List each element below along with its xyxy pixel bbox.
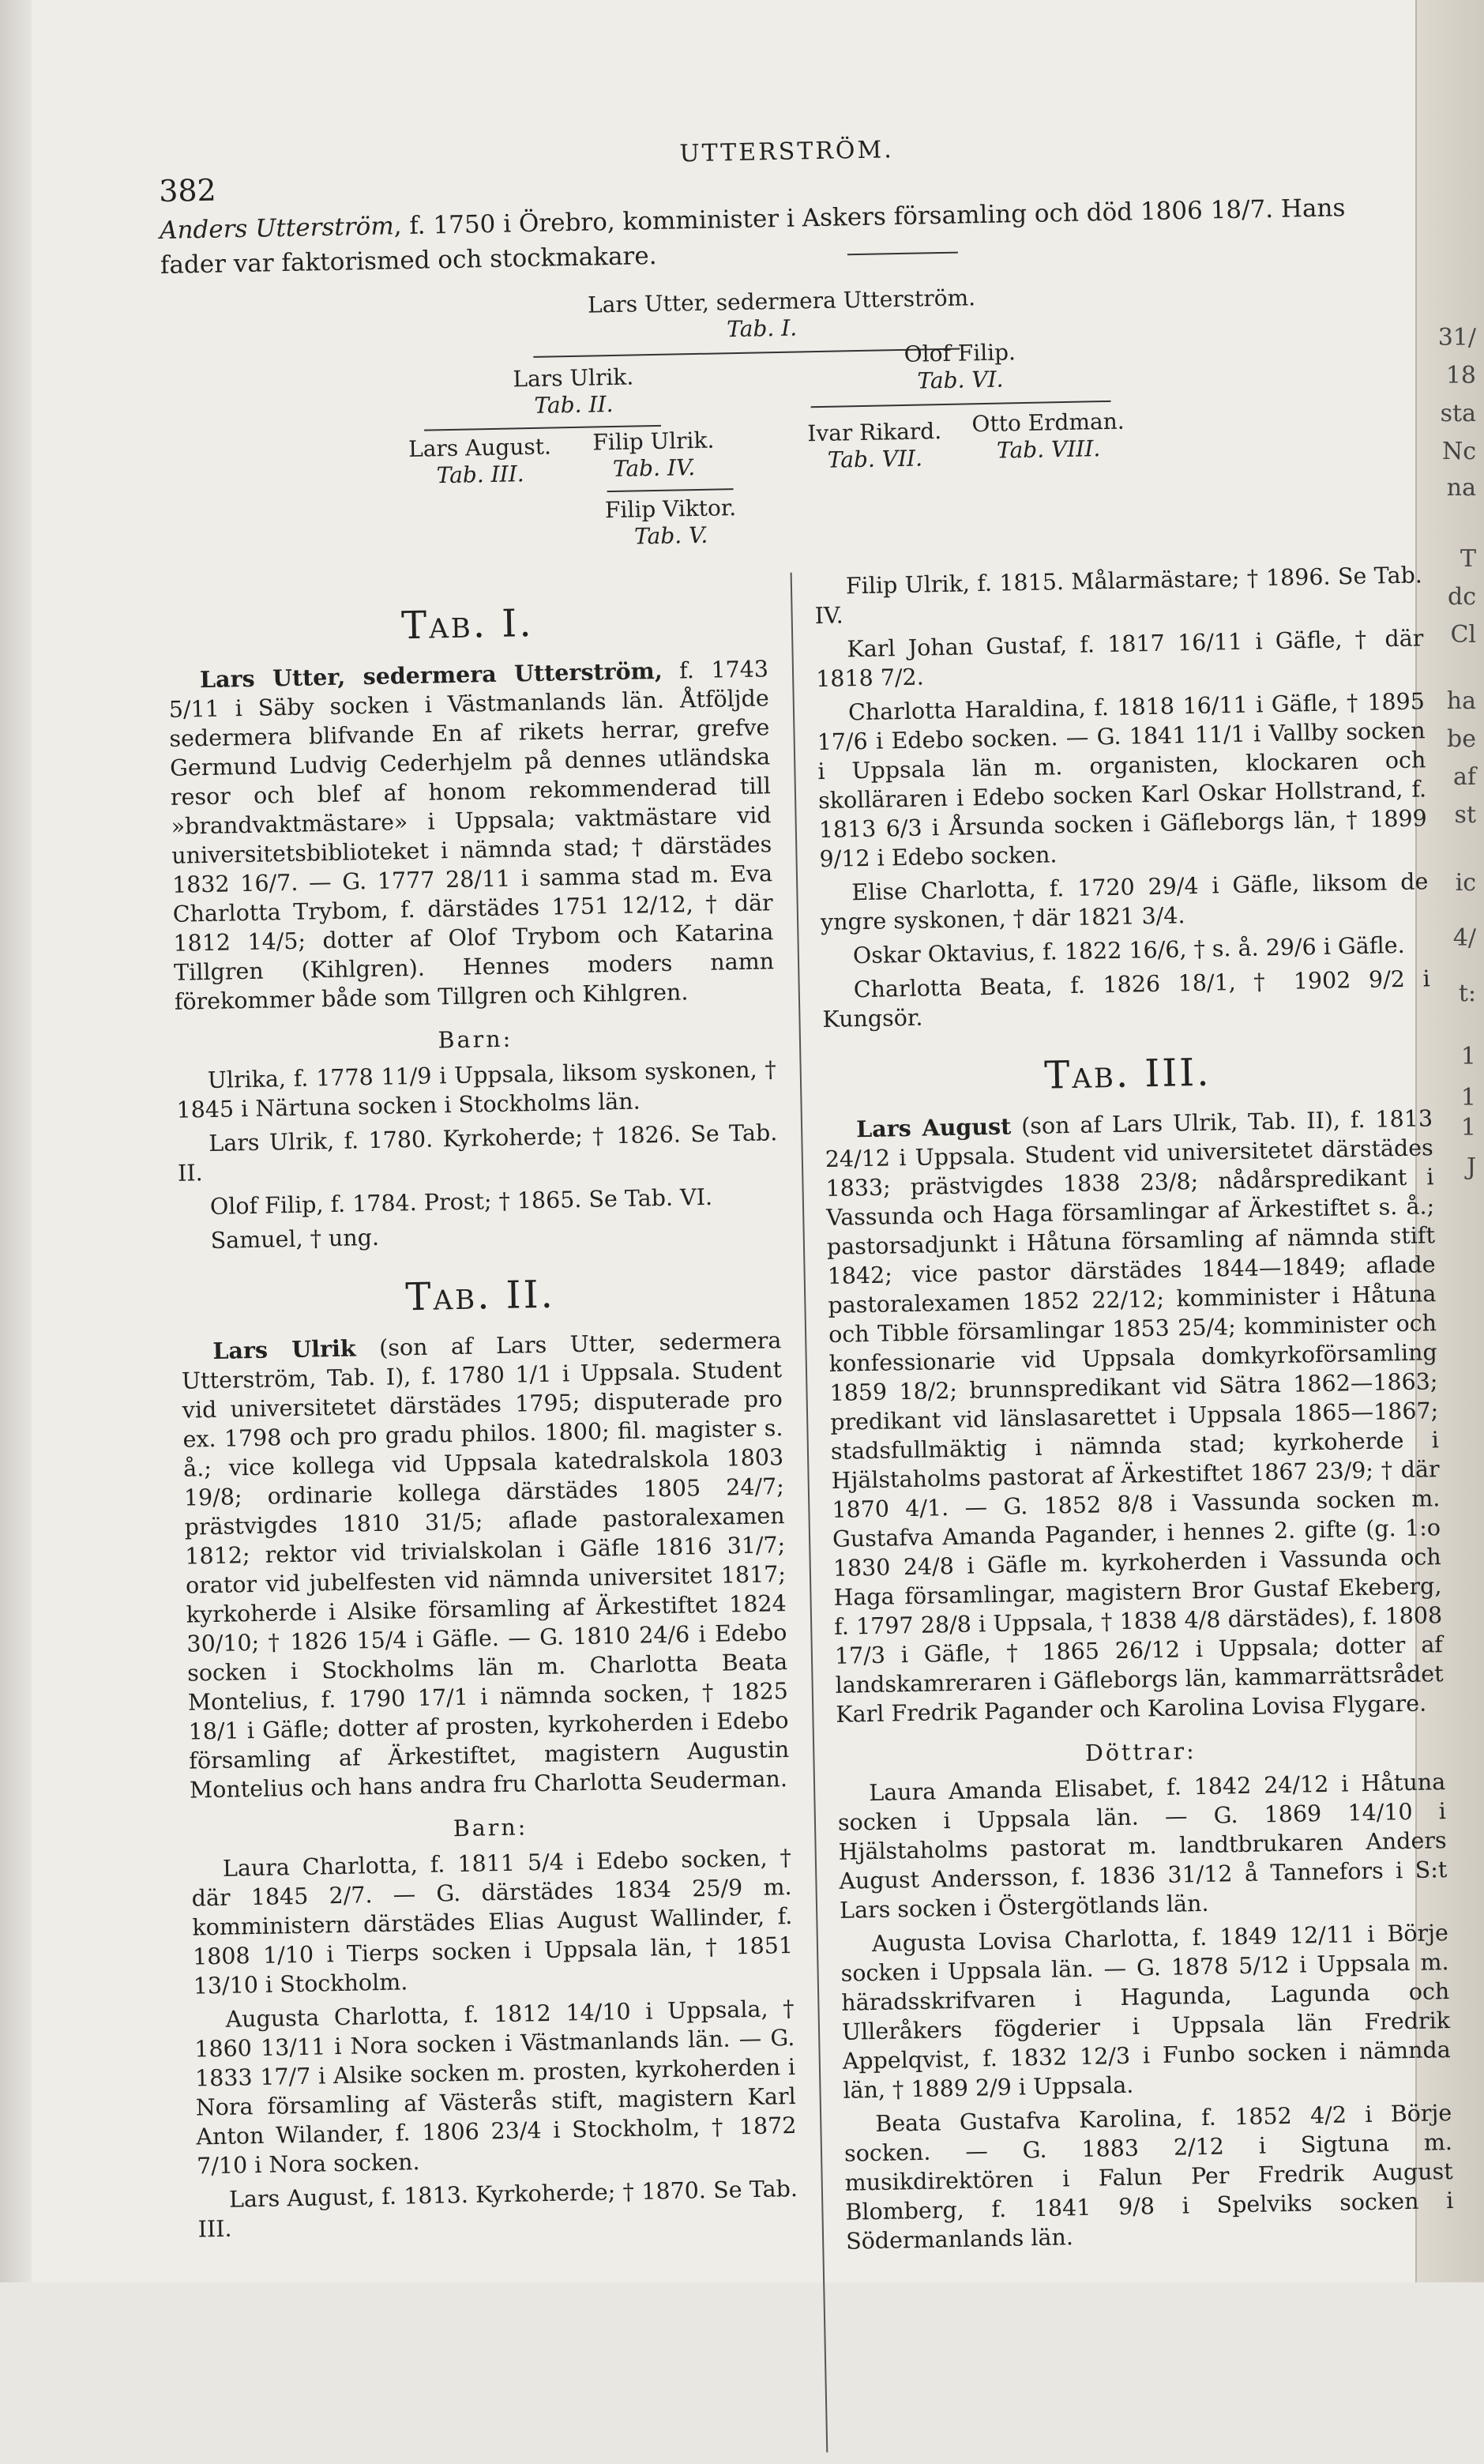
page-number: 382 bbox=[158, 172, 217, 209]
edge-fragment: t: bbox=[1458, 980, 1476, 1007]
child-entry: Elise Charlotta, f. 1720 29/4 i Gäfle, liksom de yngre syskonen, † där 1821 3/4. bbox=[820, 868, 1429, 936]
tree-node-filip-viktor bbox=[584, 495, 758, 551]
edge-fragment: af bbox=[1453, 763, 1476, 791]
left-column bbox=[167, 573, 798, 2248]
child-entry: Lars August, f. 1813. Kyrkoherde; † 1870. Se Tab. III. bbox=[197, 2175, 798, 2243]
tree-node-name: Filip Viktor. bbox=[604, 495, 737, 524]
edge-fragment: 1 bbox=[1460, 1114, 1476, 1142]
edge-fragment: be bbox=[1447, 725, 1476, 753]
tree-node-filip-ulrik bbox=[574, 427, 733, 483]
child-entry: Olof Filip, f. 1784. Prost; † 1865. Se Tab. VI. bbox=[209, 1183, 713, 1220]
edge-fragment: J bbox=[1466, 1153, 1476, 1181]
edge-fragment: dc bbox=[1447, 583, 1476, 611]
page-content bbox=[158, 118, 1454, 2255]
intro-text: , f. 1750 i Örebro, komminister i Askers församling och död 1806 18/7. Hans fader var faktorismed och stockmakare. bbox=[160, 194, 1346, 280]
right-column bbox=[814, 560, 1455, 2260]
tab2-paragraph bbox=[181, 1326, 790, 1804]
tree-node-otto-erdman bbox=[969, 408, 1128, 465]
tree-node-name: Otto Erdman. bbox=[971, 408, 1125, 438]
child-entry: Lars Ulrik, f. 1780. Kyrkoherde; † 1826. Se Tab. II. bbox=[177, 1119, 778, 1187]
tree-node-ivar-rikard bbox=[795, 418, 954, 475]
section-heading-tab1: Tab. I. bbox=[400, 600, 534, 649]
daughter-entry: Laura Amanda Elisabet, f. 1842 24/12 i Håtuna socken i Uppsala län. — G. 1869 14/10 i Hjälstaholms pastorat m. landtbrukaren Anders August Andersson, f. 1836 31/12 å Tannefors i S:t Lars socken i Östergötlands län. bbox=[837, 1769, 1448, 1924]
tree-node-name: Lars Utter, sedermera Utterström. bbox=[587, 284, 976, 318]
tree-connector bbox=[811, 401, 1111, 408]
tree-node-root bbox=[587, 284, 976, 345]
child-entry: Augusta Charlotta, f. 1812 14/10 i Uppsala, † 1860 13/11 i Nora socken i Västmanlands län. — G. 1833 17/7 i Alsike socken m. prosten, kyrkoherden i Nora församling af Västerås stift, magistern Karl Anton Wilander, f. 1806 23/4 i Stockholm, † 1872 7/10 i Nora socken. bbox=[194, 1995, 797, 2180]
edge-fragment: 4/ bbox=[1452, 924, 1476, 952]
tree-node-tab: Tab. VI. bbox=[917, 366, 1004, 394]
edge-fragment: T bbox=[1460, 545, 1476, 573]
edge-fragment: st bbox=[1454, 801, 1476, 829]
section-heading-tab3: Tab. III. bbox=[1043, 1050, 1212, 1098]
daughter-entry: Beata Gustafva Karolina, f. 1852 4/2 i Börje socken. — G. 1883 2/12 i Sigtuna m. musikdirektören i Falun Per Fredrik August Blomberg, f. 1841 9/8 i Spelviks socken i Södermanlands län. bbox=[843, 2100, 1454, 2255]
tab1-paragraph bbox=[168, 654, 775, 1017]
intro-name: Anders Utterström bbox=[159, 212, 395, 245]
tree-node-lars-august bbox=[400, 433, 559, 490]
tab1-text: f. 1743 5/11 i Säby socken i Västmanlands län. Åtföljde sedermera blifvande En af rikets herrar, grefve Germund Ludvig Cederhjelm på dennes utländska resor och blef af honom rekommenderad till »brandvaktmästare» i Uppsala; vaktmästare vid universitetsbiblioteket i nämnda stad; † därstädes 1832 16/7. — G. 1777 28/11 i samma stad m. Eva Charlotta Trybom, f. därstädes 1751 12/12, † där 1812 14/5; dotter af Olof Trybom och Katarina Tillgren (Kihlgren). Hennes moders namn förekommer både som Tillgren och Kihlgren. bbox=[168, 656, 775, 1015]
tab3-paragraph bbox=[825, 1104, 1445, 1729]
tree-node-tab: Tab. III. bbox=[436, 461, 524, 489]
tree-node-tab: Tab. IV. bbox=[612, 454, 696, 483]
children-heading: Barn: bbox=[453, 1814, 528, 1842]
tree-node-name: Lars Ulrik. bbox=[513, 363, 634, 393]
daughters-heading: Döttrar: bbox=[1084, 1738, 1197, 1766]
tree-node-name: Filip Ulrik. bbox=[592, 427, 715, 456]
tab2-lead: Lars Ulrik bbox=[212, 1334, 356, 1364]
child-entry: Samuel, † ung. bbox=[210, 1224, 380, 1254]
tree-node-name: Olof Filip. bbox=[904, 339, 1016, 367]
child-entry: Oskar Oktavius, f. 1822 16/6, † s. å. 29/6 i Gäfle. bbox=[852, 931, 1405, 969]
tree-connector bbox=[607, 488, 734, 492]
child-entry: Laura Charlotta, f. 1811 5/4 i Edebo socken, † där 1845 2/7. — G. därstädes 1834 25/9 m. komministern därstädes Elias August Wallinder, f. 1808 1/10 i Tierps socken i Uppsala län, † 1851 13/10 i Stockholm. bbox=[191, 1845, 794, 1999]
edge-fragment: 1 bbox=[1460, 1084, 1476, 1112]
tree-node-tab: Tab. VIII. bbox=[996, 435, 1101, 464]
child-entry: Charlotta Haraldina, f. 1818 16/11 i Gäfle, † 1895 17/6 i Edebo socken. — G. 1841 11/1 i Vallby socken i Uppsala län m. organisten, klockaren och skolläraren i Edebo socken Karl Oskar Hollstrand, f. 1813 6/3 i Årsunda socken i Gäfleborgs län, † 1899 9/12 i Edebo socken. bbox=[817, 688, 1428, 873]
child-entry: Filip Ulrik, f. 1815. Målarmästare; † 1896. Se Tab. IV. bbox=[814, 562, 1423, 630]
edge-fragment: sta bbox=[1440, 400, 1476, 427]
two-column-body bbox=[167, 561, 1454, 2255]
book-binding-shadow bbox=[0, 0, 32, 2282]
family-tree bbox=[160, 245, 1414, 553]
edge-fragment: 31/ bbox=[1437, 324, 1476, 352]
tab2-text: (son af Lars Utter, sedermera Utterström, Tab. I), f. 1780 1/1 i Uppsala. Student vid universitetet därstädes 1795; disputerade pro ex. 1798 och pro gradu philos. 1800; fil. magister s. å.; vice kollega vid Uppsala katedralskola 1803 19/8; ordinarie kollega därstädes 1805 24/7; prästvigdes 1810 31/5; aflade pastoralexamen 1812; rektor vid trivialskolan i Gäfle 1816 31/7; orator vid jubelfesten vid nämnda universitet 1817; kyrkoherde i Alsike församling af Ärkestiftet 1824 30/10; † 1826 15/4 i Gäfle. — G. 1810 24/6 i Edebo socken i Stockholms län m. Charlotta Beata Montelius, f. 1790 17/1 i nämnda socken, † 1825 18/1 i Gäfle; dotter af prosten, kyrkoherden i Edebo församling af Ärkestiftet, magistern Augustin Montelius och hans andra fru Charlotta Seuderman. bbox=[181, 1327, 790, 1804]
section-heading-tab2: Tab. II. bbox=[404, 1272, 556, 1320]
edge-fragment: Nc bbox=[1441, 438, 1476, 465]
tree-node-tab: Tab. V. bbox=[633, 521, 708, 550]
running-head: UTTERSTRÖM. bbox=[679, 136, 895, 168]
tree-node-tab: Tab. I. bbox=[726, 314, 798, 343]
children-heading: Barn: bbox=[438, 1025, 513, 1054]
tree-node-lars-ulrik bbox=[494, 363, 653, 420]
tree-node-tab: Tab. VII. bbox=[827, 445, 923, 473]
tree-node-tab: Tab. II. bbox=[534, 390, 614, 419]
edge-fragment: ic bbox=[1455, 869, 1476, 897]
tree-node-name: Ivar Rikard. bbox=[807, 418, 942, 447]
edge-fragment: 1 bbox=[1460, 1043, 1476, 1070]
child-entry: Karl Johan Gustaf, f. 1817 16/11 i Gäfle, † där 1818 7/2. bbox=[815, 625, 1424, 693]
tree-node-olof-filip bbox=[873, 338, 1047, 395]
tab3-lead: Lars August bbox=[855, 1112, 1012, 1143]
edge-fragment: ha bbox=[1446, 687, 1476, 715]
child-entry: Ulrika, f. 1778 11/9 i Uppsala, liksom syskonen, † 1845 i Närtuna socken i Stockholms län. bbox=[176, 1056, 776, 1123]
edge-fragment: na bbox=[1446, 474, 1476, 502]
edge-fragment: Cl bbox=[1450, 621, 1476, 649]
child-entry: Charlotta Beata, f. 1826 18/1, † 1902 9/2 i Kungsör. bbox=[822, 965, 1430, 1033]
edge-fragment: 18 bbox=[1445, 362, 1476, 389]
tree-node-name: Lars August. bbox=[408, 433, 552, 462]
tab1-lead: Lars Utter, sedermera Utterström, bbox=[199, 656, 663, 694]
daughter-entry: Augusta Lovisa Charlotta, f. 1849 12/11 i Börje socken i Uppsala län. — G. 1878 5/12 i Uppsala m. häradsskrifvaren i Hagunda, Lagunda och Ulleråkers fögderier i Uppsala län Fredrik Appelqvist, f. 1832 12/3 i Funbo socken i nämnda län, † 1889 2/9 i Uppsala. bbox=[840, 1920, 1451, 2104]
tab3-text: (son af Lars Ulrik, Tab. II), f. 1813 24/12 i Uppsala. Student vid universitetet därstädes 1833; prästvigdes 1838 23/8; nådårspredikant i Vassunda och Haga församlingar af Ärkestiftet s. å.; pastorsadjunkt i Håtuna församling af nämnda stift 1842; vice pastor därstädes 1844—1849; aflade pastoralexamen 1852 22/12; komminister i Håtuna och Tibble församlingar 1853 25/4; komminister och konfessionarie vid Uppsala domkyrkoförsamling 1859 18/2; brunnspredikant vid Sätra 1862—1863; predikant vid länslasarettet i Uppsala 1865—1867; stadsfullmäktig i nämnda stad; kyrkoherde i Hjälstaholms pastorat af Ärkestiftet 1867 23/9; † där 1870 4/1. — G. 1852 8/8 i Vassunda socken m. Gustafva Amanda Pagander, i hennes 2. gifte (g. 1:o 1830 24/8 i Gäfle m. kyrkoherden i Vassunda och Haga församlingar, magistern Bror Gustaf Ekeberg, f. 1797 28/8 i Uppsala, † 1838 4/8 därstädes), f. 1808 17/3 i Gäfle, † 1865 26/12 i Uppsala; dotter af landskamreraren i Gäfleborgs län, kammarrättsrådet Karl Fredrik Pagander och Karolina Lovisa Flygare. bbox=[825, 1105, 1444, 1728]
